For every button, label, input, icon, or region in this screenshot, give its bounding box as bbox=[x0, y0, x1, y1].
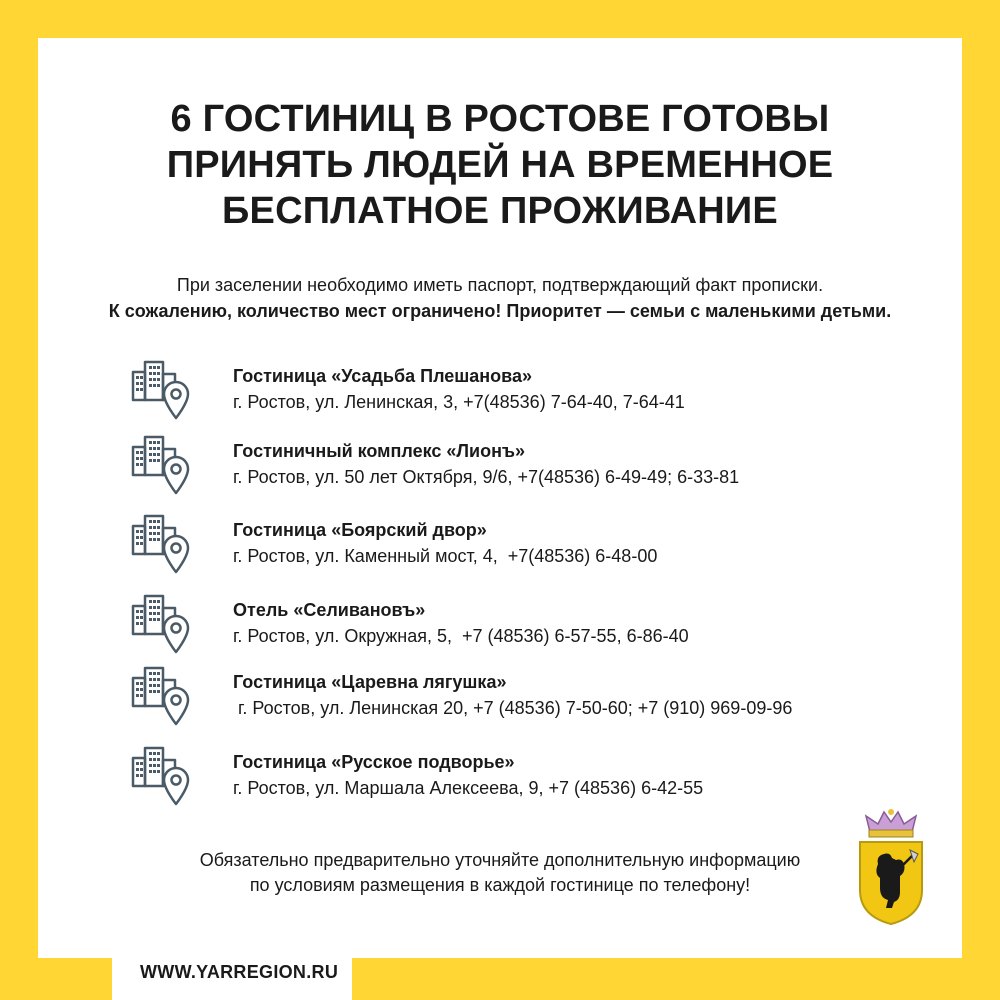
title-line-3: БЕСПЛАТНОЕ ПРОЖИВАНИЕ bbox=[222, 190, 778, 232]
note-line-1: Обязательно предварительно уточняйте дополнительную информацию bbox=[199, 850, 801, 870]
hotel-name: Гостиница «Царевна лягушка» bbox=[233, 672, 507, 692]
hotel-address: г. Ростов, ул. Ленинская 20, +7 (48536) 7-50-60; +7 (910) 969-09-96 bbox=[233, 698, 793, 718]
hotel-location-icon bbox=[130, 435, 194, 499]
hotel-name: Гостиница «Русское подворье» bbox=[233, 752, 515, 772]
hotel-name: Гостиница «Боярский двор» bbox=[233, 520, 487, 540]
website-banner bbox=[112, 958, 352, 1000]
hotel-location-icon bbox=[130, 746, 194, 810]
hotel-address: г. Ростов, ул. Ленинская, 3, +7(48536) 7-64-40, 7-64-41 bbox=[233, 392, 685, 412]
hotel-location-icon bbox=[130, 514, 194, 578]
hotel-location-icon bbox=[130, 360, 194, 424]
list-item bbox=[130, 746, 930, 810]
list-item bbox=[130, 360, 930, 424]
list-item bbox=[130, 435, 930, 499]
hotel-location-icon bbox=[130, 594, 194, 658]
list-item bbox=[130, 514, 930, 578]
page-title bbox=[38, 96, 962, 234]
hotel-location-icon bbox=[130, 666, 194, 730]
hotel-address: г. Ростов, ул. Каменный мост, 4, +7(48536) 6-48-00 bbox=[233, 546, 658, 566]
info-card bbox=[38, 38, 962, 958]
coat-of-arms-icon bbox=[856, 808, 926, 926]
hotel-name: Отель «Селивановъ» bbox=[233, 600, 426, 620]
hotel-name: Гостиница «Усадьба Плешанова» bbox=[233, 366, 533, 386]
intro-text bbox=[38, 272, 962, 324]
list-item bbox=[130, 594, 930, 658]
intro-line-2: К сожалению, количество мест ограничено! Приоритет — семьи с маленькими детьми. bbox=[108, 301, 892, 321]
website-link[interactable]: WWW.YARREGION.RU bbox=[140, 962, 339, 982]
title-line-1: 6 ГОСТИНИЦ В РОСТОВЕ ГОТОВЫ bbox=[170, 98, 830, 140]
hotel-name: Гостиничный комплекс «Лионъ» bbox=[233, 441, 526, 461]
hotel-address: г. Ростов, ул. Маршала Алексеева, 9, +7 (48536) 6-42-55 bbox=[233, 778, 704, 798]
note-line-2: по условиям размещения в каждой гостинице по телефону! bbox=[249, 875, 751, 895]
footer-note bbox=[38, 848, 962, 898]
list-item bbox=[130, 666, 930, 730]
title-line-2: ПРИНЯТЬ ЛЮДЕЙ НА ВРЕМЕННОЕ bbox=[166, 144, 834, 186]
intro-line-1: При заселении необходимо иметь паспорт, подтверждающий факт прописки. bbox=[176, 275, 824, 295]
hotel-address: г. Ростов, ул. 50 лет Октября, 9/6, +7(48536) 6-49-49; 6-33-81 bbox=[233, 467, 740, 487]
hotel-address: г. Ростов, ул. Окружная, 5, +7 (48536) 6-57-55, 6-86-40 bbox=[233, 626, 689, 646]
